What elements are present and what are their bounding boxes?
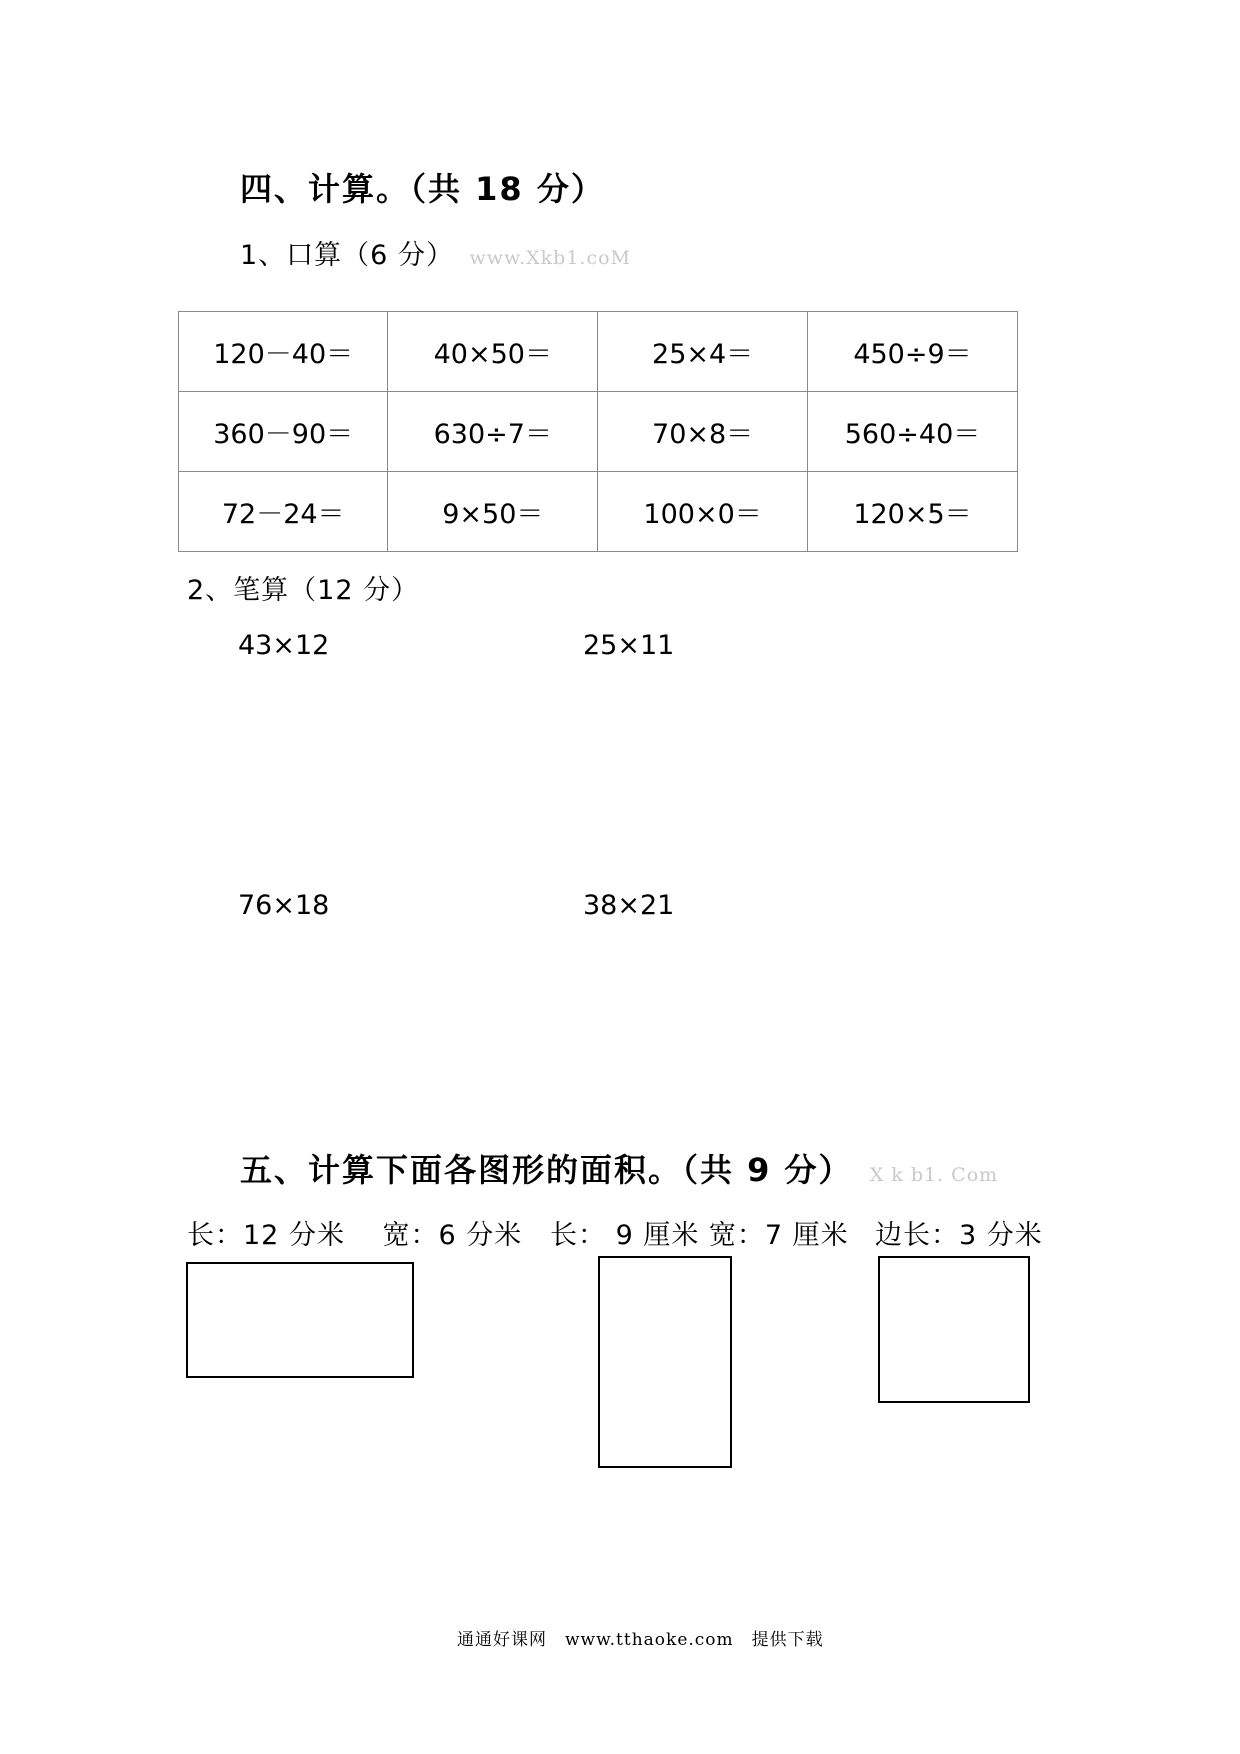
oral-problem: 120－40＝ [179,312,388,392]
table-row [179,392,1018,472]
section-5-title [240,1145,998,1191]
oral-problem: 120×5＝ [808,472,1018,552]
watermark: www.Xkb1.coM [469,247,631,269]
watermark: X k b1. Com [869,1164,999,1186]
oral-problem: 100×0＝ [598,472,808,552]
oral-problem: 450÷9＝ [808,312,1018,392]
oral-problem: 560÷40＝ [808,392,1018,472]
written-problem: 43×12 [238,630,330,661]
rect2-dimensions: 长： 9 厘米 宽：7 厘米 [550,1220,849,1251]
oral-problem: 9×50＝ [388,472,598,552]
oral-problem: 360－90＝ [179,392,388,472]
table-row [179,312,1018,392]
rect1-dimensions: 长：12 分米 宽：6 分米 [187,1220,523,1251]
written-problem: 25×11 [583,630,675,661]
written-problem: 76×18 [238,890,330,921]
section-4-title: 四、计算。（共 18 分） [240,170,605,208]
square-shape [878,1256,1030,1403]
written-calc-title: 2、笔算（12 分） [187,575,420,606]
oral-problem: 25×4＝ [598,312,808,392]
oral-calc-title [240,233,631,272]
oral-problem: 72－24＝ [179,472,388,552]
page-footer: 通通好课网 www.tthaoke.com 提供下载 [457,1630,824,1650]
table-row [179,472,1018,552]
section-5-label: 五、计算下面各图形的面积。（共 9 分） [240,1151,853,1189]
tall-rectangle-shape [598,1256,732,1468]
oral-problem: 70×8＝ [598,392,808,472]
oral-problem: 40×50＝ [388,312,598,392]
oral-calc-label: 1、口算（6 分） [240,240,454,271]
written-problem: 38×21 [583,890,675,921]
oral-calc-table [178,311,1018,552]
rectangle-shape [186,1262,414,1378]
square-dimensions: 边长：3 分米 [875,1220,1043,1251]
oral-problem: 630÷7＝ [388,392,598,472]
